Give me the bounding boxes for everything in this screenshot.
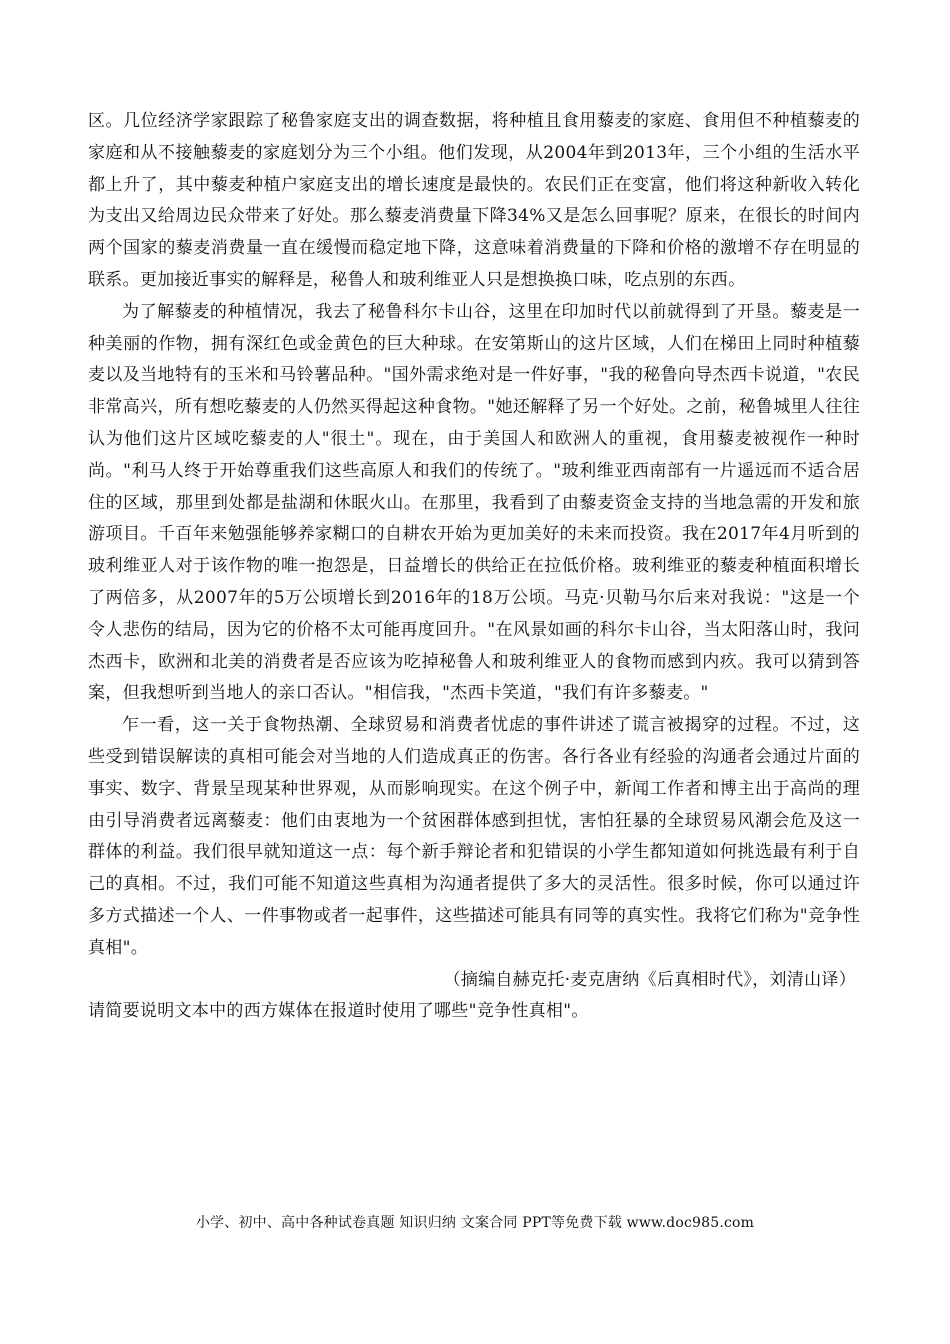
exam-question: 请简要说明文本中的西方媒体在报道时使用了哪些"竞争性真相"。 xyxy=(88,1001,589,1022)
page-footer: 小学、初中、高中各种试卷真题 知识归纳 文案合同 PPT等免费下载 www.doc985.com xyxy=(195,1215,755,1231)
source-citation: （摘编自赫克托·麦克唐纳《后真相时代》，刘清山译） xyxy=(443,969,856,990)
paragraph-quinoa-farming: 为了解藜麦的种植情况，我去了秘鲁科尔卡山谷，这里在印加时代以前就得到了开垦。藜麦是一种美丽的作物，拥有深红色或金黄色的巨大种球。在安第斯山的这片区域，人们在梯田上同时种植藜麦以及当地特有的玉米和马铃薯品种。"国外需求绝对是一件好事，"我的秘鲁向导杰西卡说道，"农民非常高兴，所有想吃藜麦的人仍然买得起这种食物。"她还解释了另一个好处。之前，秘鲁城里人往往认为他们这片区域吃藜麦的人"很土"。现在，由于美国人和欧洲人的重视，食用藜麦被视作一种时尚。"利马人终于开始尊重我们这些高原人和我们的传统了。"玻利维亚西南部有一片遥远而不适合居住的区域，那里到处都是盐湖和休眠火山。在那里，我看到了由藜麦资金支持的当地急需的开发和旅游项目。千百年来勉强能够养家糊口的自耕农开始为更加美好的未来而投资。我在2017年4月听到的玻利维亚人对于该作物的唯一抱怨是，日益增长的供给正在拉低价格。玻利维亚的藜麦种植面积增长了两倍多，从2007年的5万公顷增长到2016年的18万公顷。马克·贝勒马尔后来对我说："这是一个令人悲伤的结局，因为它的价格不太可能再度回升。"在风景如画的科尔卡山谷，当太阳落山时，我问杰西卡，欧洲和北美的消费者是否应该为吃掉秘鲁人和玻利维亚人的食物而感到内疚。我可以猜到答案，但我想听到当地人的亲口否认。"相信我，"杰西卡笑道，"我们有许多藜麦。" xyxy=(88,301,860,704)
article-body xyxy=(88,106,860,1028)
paragraph-competing-truths: 乍一看，这一关于食物热潮、全球贸易和消费者忧虑的事件讲述了谎言被揭穿的过程。不过，这些受到错误解读的真相可能会对当地的人们造成真正的伤害。各行各业有经验的沟通者会通过片面的事实、数字、背景呈现某种世界观，从而影响现实。在这个例子中，新闻工作者和博主出于高尚的理由引导消费者远离藜麦：他们由衷地为一个贫困群体感到担忧，害怕狂暴的全球贸易风潮会危及这一群体的利益。我们很早就知道这一点：每个新手辩论者和犯错误的小学生都知道如何挑选最有利于自己的真相。不过，我们可能不知道这些真相为沟通者提供了多大的灵活性。很多时候，你可以通过许多方式描述一个人、一件事物或者一起事件，这些描述可能具有同等的真实性。我将它们称为"竞争性真相"。 xyxy=(88,715,860,958)
paragraph-continuation: 区。几位经济学家跟踪了秘鲁家庭支出的调查数据，将种植且食用藜麦的家庭、食用但不种植藜麦的家庭和从不接触藜麦的家庭划分为三个小组。他们发现，从2004年到2013年，三个小组的生活水平都上升了，其中藜麦种植户家庭支出的增长速度是最快的。农民们正在变富，他们将这种新收入转化为支出又给周边民众带来了好处。那么藜麦消费量下降34%又是怎么回事呢？原来，在很长的时间内两个国家的藜麦消费量一直在缓慢而稳定地下降，这意味着消费量的下降和价格的激增不存在明显的联系。更加接近事实的解释是，秘鲁人和玻利维亚人只是想换换口味，吃点别的东西。 xyxy=(88,111,860,290)
